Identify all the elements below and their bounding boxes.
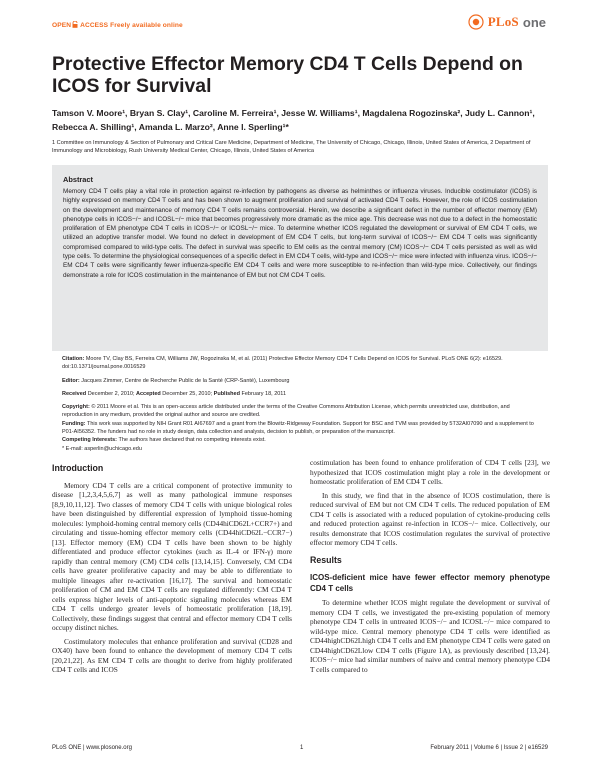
editor-text: Jacques Zimmer, Centre de Recherche Public de la Santé (CRP-Santé), Luxembourg bbox=[81, 378, 290, 384]
abstract-heading: Abstract bbox=[63, 175, 93, 184]
open-lock-icon bbox=[72, 21, 78, 28]
funding bbox=[62, 421, 538, 436]
abstract-box bbox=[52, 165, 548, 351]
copyright-text: © 2011 Moore et al. This is an open-access article distributed under the terms of the Creative Commons Attribution License, which permits unrestricted use, distribution, and reproduction in any medium, provided the original author and source are credited. bbox=[62, 404, 510, 418]
received-date: December 2, 2010; bbox=[87, 391, 135, 397]
open-word: OPEN bbox=[52, 22, 72, 29]
logo-one-text: one bbox=[522, 14, 546, 30]
results-subheading: ICOS-deficient mice have fewer effector memory phenotype CD4 T cells bbox=[310, 573, 550, 593]
freely-available-text: Freely available online bbox=[110, 22, 183, 29]
right-column bbox=[310, 458, 550, 678]
page-number: 1 bbox=[300, 745, 304, 751]
published-date: February 18, 2011 bbox=[241, 391, 287, 397]
intro-paragraph-2: Costimulatory molecules that enhance proliferation and survival (CD28 and OX40) have been found to enhance the development of memory CD4 T cells [20,21,22]. As EM CD4 T cells are thought to derive from highly proliferated CD4 T cells and ICOS bbox=[52, 636, 292, 674]
copyright bbox=[62, 404, 538, 419]
citation-label: Citation: bbox=[62, 356, 85, 362]
dates bbox=[62, 391, 538, 399]
right-paragraph-1: costimulation has been found to enhance proliferation of CD4 T cells [23], we hypothesized that ICOS costimulation might play a role in the development or homeostatic proliferation of EM CD4 T cells. bbox=[310, 458, 550, 486]
footer-issue-info: February 2011 | Volume 6 | Issue 2 | e16529 bbox=[430, 745, 548, 751]
editor-label: Editor: bbox=[62, 378, 80, 384]
left-column bbox=[52, 458, 292, 679]
journal-logo bbox=[468, 14, 546, 30]
competing-interests bbox=[62, 437, 538, 445]
funding-label: Funding: bbox=[62, 421, 86, 427]
abstract-text: Memory CD4 T cells play a vital role in protection against re-infection by pathogens as diverse as helminthes or influenza viruses. Inducible costimulator (ICOS) is highly expressed on memory CD4 T cells and has been shown to augment proliferation and survival of activated CD4 T cells. However, the role of ICOS costimulation on the development and maintenance of memory CD4 T cells remains controversial. Herein, we describe a significant defect in the number of effector memory (EM) phenotype cells in ICOS−/− and ICOSL−/− mice that becomes progressively more dramatic as the mice age. This decrease was not due to a defect in the homeostatic proliferation of EM phenotype CD4 T cells in ICOS−/− or ICOSL−/− mice. To determine whether ICOS regulated the development or survival of EM CD4 T cells, we utilized an adoptive transfer model. We found no defect in development of EM CD4 T cells, but long-term survival of ICOS−/− EM CD4 T cells was significantly compromised compared to wild-type cells. The defect in survival was specific to EM cells as the central memory (CM) ICOS−/− CD4 T cells persisted as well as wild type cells. To determine the physiological consequences of a specific defect in EM CD4 T cells, wild-type and ICOS−/− mice were infected with influenza virus. ICOS−/− EM CD4 T cells were significantly fewer influenza-specific EM CD4 T cells and were more susceptible to re-infection than wild-type mice. Collectively, our findings demonstrate a role for ICOS costimulation in the maintenance of EM but not CM CD4 T cells. bbox=[63, 188, 537, 279]
copyright-label: Copyright: bbox=[62, 404, 90, 410]
plos-logo-icon bbox=[468, 14, 484, 30]
published-label: Published bbox=[213, 391, 240, 397]
accepted-date: December 25, 2010; bbox=[162, 391, 213, 397]
footer-journal-link[interactable]: PLoS ONE | www.plosone.org bbox=[52, 745, 132, 751]
open-access-banner bbox=[52, 21, 183, 29]
logo-plos-text: PLoS bbox=[487, 14, 519, 29]
accepted-label: Accepted bbox=[136, 391, 161, 397]
introduction-heading: Introduction bbox=[52, 463, 104, 473]
received-label: Received bbox=[62, 391, 87, 397]
competing-label: Competing Interests: bbox=[62, 437, 118, 443]
access-word: ACCESS bbox=[80, 22, 109, 29]
citation bbox=[62, 356, 538, 371]
affiliations: 1 Committee on Immunology & Section of Pulmonary and Critical Care Medicine, Department of Medicine, The University of Chicago, Chicago, Illinois, United States of America, 2 Department of Immunology and Microbiology, Rush University Medical Center, Chicago, Illinois, United States of America bbox=[52, 140, 531, 154]
funding-text: This work was supported by NIH Grant R01 AI67697 and a grant from the Blowitz-Ridgeway Foundation. Support for BSC and TVM was provided by 5T32AI07090 and a supplement to P01-AI56352. The funders had no role in study design, data collection and analysis, decision to publish, or preparation of the manuscript. bbox=[62, 421, 534, 435]
article-title: Protective Effector Memory CD4 T Cells Depend on ICOS for Survival bbox=[52, 53, 523, 97]
citation-text: Moore TV, Clay BS, Ferreira CM, Williams JW, Rogozinska M, et al. (2011) Protective Effector Memory CD4 T Cells Depend on ICOS for Survival. PLoS ONE 6(2): e16529. doi:10.1371/journal.pone.0016529 bbox=[62, 356, 503, 370]
editor bbox=[62, 378, 538, 386]
right-paragraph-2: In this study, we find that in the absence of ICOS costimulation, there is reduced survival of EM but not CM CD4 T cells. The reduced population of EM CD4 T cells is associated with a reduced population of cytokine-producing cells and reduced protection against re-infection in ICOS−/− mice. Collectively, our results demonstrate that ICOS costimulation regulates the survival of protective effector memory CD4 T cells. bbox=[310, 490, 550, 547]
intro-paragraph-1: Memory CD4 T cells are a critical component of protective immunity to disease [1,2,3,4,5,6,7] as well as many pathological immune responses [8,9,10,11,12]. Two classes of memory CD4 T cells with unique biological roles have been distinguished by differential expression of lymphoid tissue-homing molecules: lymphoid-homing central memory cells (CD44hiCD62L+CCR7+) and circulating and tissue-homing effector memory cells (CD44hiCD62L−CCR7−) [13]. Effector memory (EM) CD4 T cells have been shown to be highly differentiated and produce effector cytokines (such as IL-4 or IFN-γ) more rapidly than central memory (CM) CD4 cells [13,14,15]. Conversely, CM CD4 cells have greater proliferative capacity and may be able to differentiate to multiple lineages after re-activation [16,17]. The survival and homeostatic proliferation of CM and EM CD4 T cells are regulated differently: CM CD4 T cells express higher levels of anti-apoptotic signaling molecules whereas EM CD4 T cells undergo greater levels of homeostatic proliferation [18,19]. Collectively, these findings suggest that central and effector memory CD4 T cells occupy distinct niches. bbox=[52, 480, 292, 632]
author-list: Tamson V. Moore¹, Bryan S. Clay¹, Caroline M. Ferreira¹, Jesse W. Williams¹, Magdalena Rogozinska², Judy L. Cannon¹, Rebecca A. Shilling¹, Amanda L. Marzo², Anne I. Sperling¹* bbox=[52, 108, 535, 132]
corresponding-email[interactable]: * E-mail: asperlin@uchicago.edu bbox=[62, 446, 142, 452]
results-paragraph-1: To determine whether ICOS might regulate the development or survival of memory CD4 T cells, we investigated the pre-existing population of memory phenotype CD4 T cells in untreated ICOS−/− and ICOSL−/− mice compared to wild-type mice. Central memory phenotype CD4 T cells were identified as CD44highCD62Lhigh CD4 T cells and EM phenotype CD4 T cells were gated on CD44highCD62Llow CD4 T cells (Figure 1A), as previously described [13,24]. ICOS−/− mice had similar numbers of naive and central memory phenotype CD4 T cells compared to bbox=[310, 598, 550, 674]
competing-text: The authors have declared that no competing interests exist. bbox=[118, 437, 266, 443]
results-heading: Results bbox=[310, 554, 342, 565]
